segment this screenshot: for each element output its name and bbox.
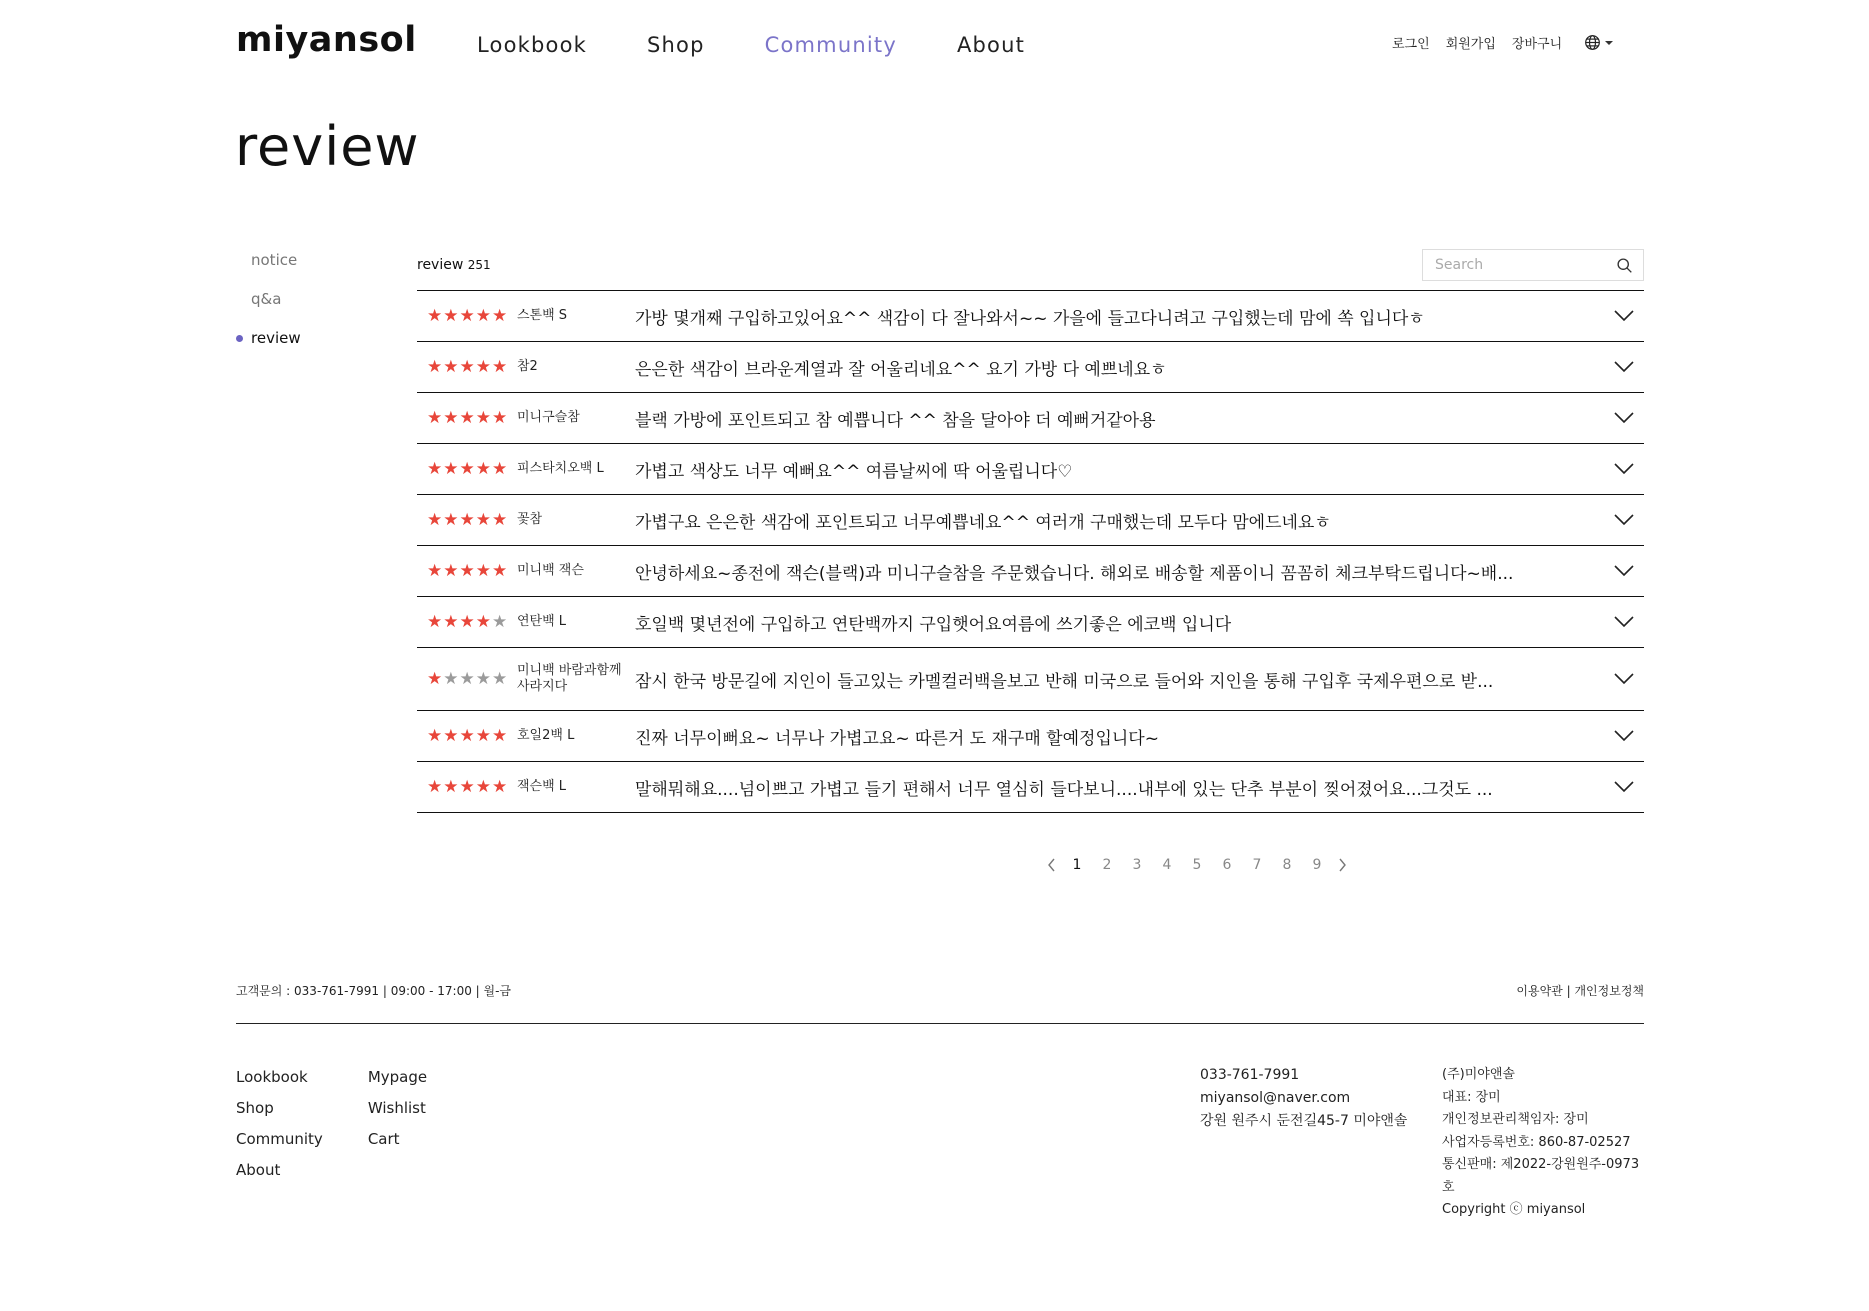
footer-address: 강원 원주시 둔전길45-7 미야앤솔 <box>1200 1113 1408 1129</box>
review-product-name: 피스타치오백 L <box>517 461 604 476</box>
page-number[interactable]: 2 <box>1102 857 1112 873</box>
star-icon: ★ <box>459 725 475 746</box>
star-rating <box>417 776 517 797</box>
star-icon: ★ <box>427 725 443 746</box>
chevron-down-icon <box>1605 41 1613 45</box>
review-count <box>417 257 491 273</box>
star-icon: ★ <box>443 725 459 746</box>
review-row[interactable] <box>417 494 1644 545</box>
star-icon: ★ <box>492 305 508 326</box>
star-icon: ★ <box>475 611 491 632</box>
review-product-name: 꽃참 <box>517 512 543 527</box>
search-icon[interactable] <box>1616 257 1633 274</box>
star-icon: ★ <box>475 560 491 581</box>
review-product-name: 미니구슬참 <box>517 410 580 425</box>
search-box <box>1422 249 1644 281</box>
review-product-name: 미니백 바람과함께사라지다 <box>517 663 622 694</box>
star-icon: ★ <box>443 407 459 428</box>
review-product-name: 스톤백 S <box>517 308 568 323</box>
company-ceo: 대표: 장미 <box>1442 1089 1501 1105</box>
page-number[interactable]: 8 <box>1282 857 1292 873</box>
review-product-name: 참2 <box>517 359 538 374</box>
utility-menu <box>1392 33 1613 52</box>
star-icon: ★ <box>427 776 443 797</box>
star-icon: ★ <box>492 668 508 689</box>
star-rating <box>417 305 517 326</box>
footer-link-about[interactable]: About <box>236 1161 281 1179</box>
star-icon: ★ <box>459 668 475 689</box>
star-icon: ★ <box>443 305 459 326</box>
page-title: review <box>235 115 420 178</box>
page-number[interactable]: 9 <box>1312 857 1322 873</box>
customer-service-info: 고객문의 : 033-761-7991 | 09:00 - 17:00 | 월-금 <box>236 984 512 998</box>
main-nav <box>477 33 1085 57</box>
star-icon: ★ <box>459 611 475 632</box>
chevron-down-icon <box>1614 616 1634 628</box>
star-icon: ★ <box>427 305 443 326</box>
review-row[interactable] <box>417 545 1644 596</box>
footer-nav-col-1 <box>236 1068 323 1192</box>
star-icon: ★ <box>492 407 508 428</box>
expand-toggle[interactable] <box>1604 412 1644 424</box>
footer-contact <box>1200 1064 1407 1133</box>
review-row[interactable] <box>417 647 1644 710</box>
community-sidebar <box>236 240 301 357</box>
expand-toggle[interactable] <box>1604 616 1644 628</box>
sidebar-item-review[interactable]: review <box>236 318 301 357</box>
company-name: (주)미야앤솔 <box>1442 1067 1515 1082</box>
review-product-name: 연탄백 L <box>517 614 567 629</box>
sidebar-item-qna[interactable]: q&a <box>251 289 282 308</box>
review-product-name: 잭슨백 L <box>517 779 567 794</box>
chevron-down-icon <box>1614 463 1634 475</box>
footer-top <box>236 982 1644 999</box>
chevron-down-icon <box>1614 361 1634 373</box>
star-icon: ★ <box>427 458 443 479</box>
footer-link-wishlist[interactable]: Wishlist <box>367 1099 426 1117</box>
expand-toggle[interactable] <box>1604 463 1644 475</box>
chevron-right-icon[interactable] <box>1337 858 1347 872</box>
expand-toggle[interactable] <box>1604 565 1644 577</box>
nav-about[interactable]: About <box>956 33 1026 57</box>
review-product-name: 미니백 잭슨 <box>517 563 584 578</box>
footer-link-mypage[interactable]: Mypage <box>367 1068 428 1086</box>
star-icon: ★ <box>459 407 475 428</box>
review-text[interactable]: 가볍고 색상도 너무 예뻐요^^ 여름날씨에 딱 어울립니다♡ <box>635 461 1073 482</box>
star-icon: ★ <box>492 776 508 797</box>
footer-email[interactable]: miyansol@naver.com <box>1200 1090 1351 1106</box>
company-privacy-officer: 개인정보관리책임자: 장미 <box>1442 1112 1589 1127</box>
star-icon: ★ <box>427 668 443 689</box>
star-icon: ★ <box>427 560 443 581</box>
company-mail-order-number: 통신판매: 제2022-강원원주-0973호 <box>1442 1157 1640 1195</box>
star-icon: ★ <box>459 560 475 581</box>
chevron-down-icon <box>1614 565 1634 577</box>
star-rating <box>417 356 517 377</box>
chevron-down-icon <box>1614 730 1634 742</box>
star-icon: ★ <box>427 611 443 632</box>
footer-link-lookbook[interactable]: Lookbook <box>236 1068 308 1086</box>
login-link[interactable]: 로그인 <box>1392 37 1430 52</box>
copyright: Copyright ⓒ miyansol <box>1442 1202 1586 1217</box>
star-rating <box>417 560 517 581</box>
star-icon: ★ <box>475 305 491 326</box>
review-text[interactable]: 잠시 한국 방문길에 지인이 들고있는 카멜컬러백을보고 반해 미국으로 들어와 지인을 통해 구입후 국제우편으로 받... <box>635 671 1494 692</box>
star-icon: ★ <box>443 611 459 632</box>
review-product-name: 호일2백 L <box>517 728 575 743</box>
expand-toggle[interactable] <box>1604 310 1644 322</box>
star-icon: ★ <box>459 458 475 479</box>
page-number[interactable]: 1 <box>1072 857 1082 873</box>
review-text[interactable]: 진짜 너무이뻐요~ 너무나 가볍고요~ 따른거 도 재구매 할예정입니다~ <box>635 728 1159 749</box>
star-icon: ★ <box>443 776 459 797</box>
chevron-down-icon <box>1614 412 1634 424</box>
star-icon: ★ <box>459 776 475 797</box>
star-icon: ★ <box>492 356 508 377</box>
star-icon: ★ <box>475 776 491 797</box>
chevron-down-icon <box>1614 310 1634 322</box>
footer-nav <box>236 1068 472 1192</box>
footer-company-info <box>1442 1064 1642 1222</box>
language-selector[interactable] <box>1584 34 1613 51</box>
chevron-down-icon <box>1614 673 1634 685</box>
star-icon: ★ <box>492 458 508 479</box>
star-icon: ★ <box>475 509 491 530</box>
star-rating <box>417 668 517 689</box>
star-icon: ★ <box>492 725 508 746</box>
pagination <box>0 857 1869 876</box>
star-icon: ★ <box>459 356 475 377</box>
review-text[interactable]: 블랙 가방에 포인트되고 참 예쁩니다 ^^ 참을 달아야 더 예뻐거같아용 <box>635 410 1156 431</box>
page-number[interactable]: 4 <box>1162 857 1172 873</box>
legal-links[interactable]: 이용약관 | 개인정보정책 <box>1516 984 1644 998</box>
globe-icon <box>1584 34 1601 51</box>
board-header <box>417 240 1644 290</box>
review-text[interactable]: 호일백 몇년전에 구입하고 연탄백까지 구입햇어요여름에 쓰기좋은 에코백 입니다 <box>635 614 1232 635</box>
star-icon: ★ <box>443 668 459 689</box>
expand-toggle[interactable] <box>1604 781 1644 793</box>
star-icon: ★ <box>459 509 475 530</box>
logo[interactable]: miyansol <box>236 20 417 60</box>
review-count-number: 251 <box>467 258 491 272</box>
search-input[interactable] <box>1435 257 1605 273</box>
review-text[interactable]: 말해뭐해요....넘이쁘고 가볍고 들기 편해서 너무 열심히 들다보니....내부에 있는 단추 부분이 찢어졌어요...그것도 ... <box>635 779 1493 800</box>
star-icon: ★ <box>475 668 491 689</box>
nav-lookbook[interactable]: Lookbook <box>477 33 587 57</box>
list-divider <box>417 812 1644 813</box>
star-rating <box>417 407 517 428</box>
review-row[interactable] <box>417 392 1644 443</box>
star-rating <box>417 509 517 530</box>
review-text[interactable]: 안녕하세요~종전에 잭슨(블랙)과 미니구슬참을 주문했습니다. 해외로 배송할 제품이니 꼼꼼히 체크부탁드립니다~배... <box>635 563 1514 584</box>
star-icon: ★ <box>475 458 491 479</box>
expand-toggle[interactable] <box>1604 514 1644 526</box>
review-list <box>417 290 1644 812</box>
review-text[interactable]: 가볍구요 은은한 색감에 포인트되고 너무예쁩네요^^ 여러개 구매했는데 모두다 맘에드네요ㅎ <box>635 512 1331 533</box>
review-row[interactable] <box>417 341 1644 392</box>
review-row[interactable] <box>417 596 1644 647</box>
star-icon: ★ <box>427 407 443 428</box>
star-icon: ★ <box>492 611 508 632</box>
star-icon: ★ <box>475 407 491 428</box>
company-business-number: 사업자등록번호: 860-87-02527 <box>1442 1134 1631 1150</box>
footer-nav-col-2 <box>368 1068 427 1192</box>
star-icon: ★ <box>443 509 459 530</box>
chevron-down-icon <box>1614 514 1634 526</box>
star-icon: ★ <box>427 509 443 530</box>
expand-toggle[interactable] <box>1604 361 1644 373</box>
star-icon: ★ <box>443 458 459 479</box>
review-row[interactable] <box>417 710 1644 761</box>
page-number[interactable]: 6 <box>1222 857 1232 873</box>
star-icon: ★ <box>492 560 508 581</box>
star-rating <box>417 611 517 632</box>
star-icon: ★ <box>475 356 491 377</box>
signup-link[interactable]: 회원가입 <box>1445 37 1496 52</box>
page-number[interactable]: 7 <box>1252 857 1262 873</box>
nav-shop[interactable]: Shop <box>646 33 705 57</box>
review-row[interactable] <box>417 443 1644 494</box>
cart-link[interactable]: 장바구니 <box>1511 37 1563 52</box>
expand-toggle[interactable] <box>1604 673 1644 685</box>
footer-divider <box>236 1023 1644 1024</box>
star-icon: ★ <box>459 305 475 326</box>
star-icon: ★ <box>427 356 443 377</box>
chevron-left-icon[interactable] <box>1047 858 1057 872</box>
sidebar-item-notice[interactable]: notice <box>251 250 298 269</box>
star-icon: ★ <box>443 356 459 377</box>
footer-link-shop[interactable]: Shop <box>236 1099 274 1117</box>
footer-link-cart[interactable]: Cart <box>367 1130 400 1148</box>
page-number[interactable]: 3 <box>1132 857 1142 873</box>
footer-phone: 033-761-7991 <box>1200 1067 1300 1083</box>
review-board <box>417 240 1644 813</box>
review-row[interactable] <box>417 290 1644 341</box>
footer-link-community[interactable]: Community <box>236 1130 323 1148</box>
page-number[interactable]: 5 <box>1192 857 1202 873</box>
board-title: review <box>417 257 464 273</box>
star-icon: ★ <box>443 560 459 581</box>
chevron-down-icon <box>1614 781 1634 793</box>
nav-community[interactable]: Community <box>764 33 897 57</box>
star-icon: ★ <box>492 509 508 530</box>
review-text[interactable]: 은은한 색감이 브라운계열과 잘 어울리네요^^ 요기 가방 다 예쁘네요ㅎ <box>635 359 1167 380</box>
star-rating <box>417 458 517 479</box>
expand-toggle[interactable] <box>1604 730 1644 742</box>
star-rating <box>417 725 517 746</box>
review-row[interactable] <box>417 761 1644 812</box>
review-text[interactable]: 가방 몇개째 구입하고있어요^^ 색감이 다 잘나와서~~ 가을에 들고다니려고 구입했는데 맘에 쏙 입니다ㅎ <box>635 308 1425 329</box>
star-icon: ★ <box>475 725 491 746</box>
